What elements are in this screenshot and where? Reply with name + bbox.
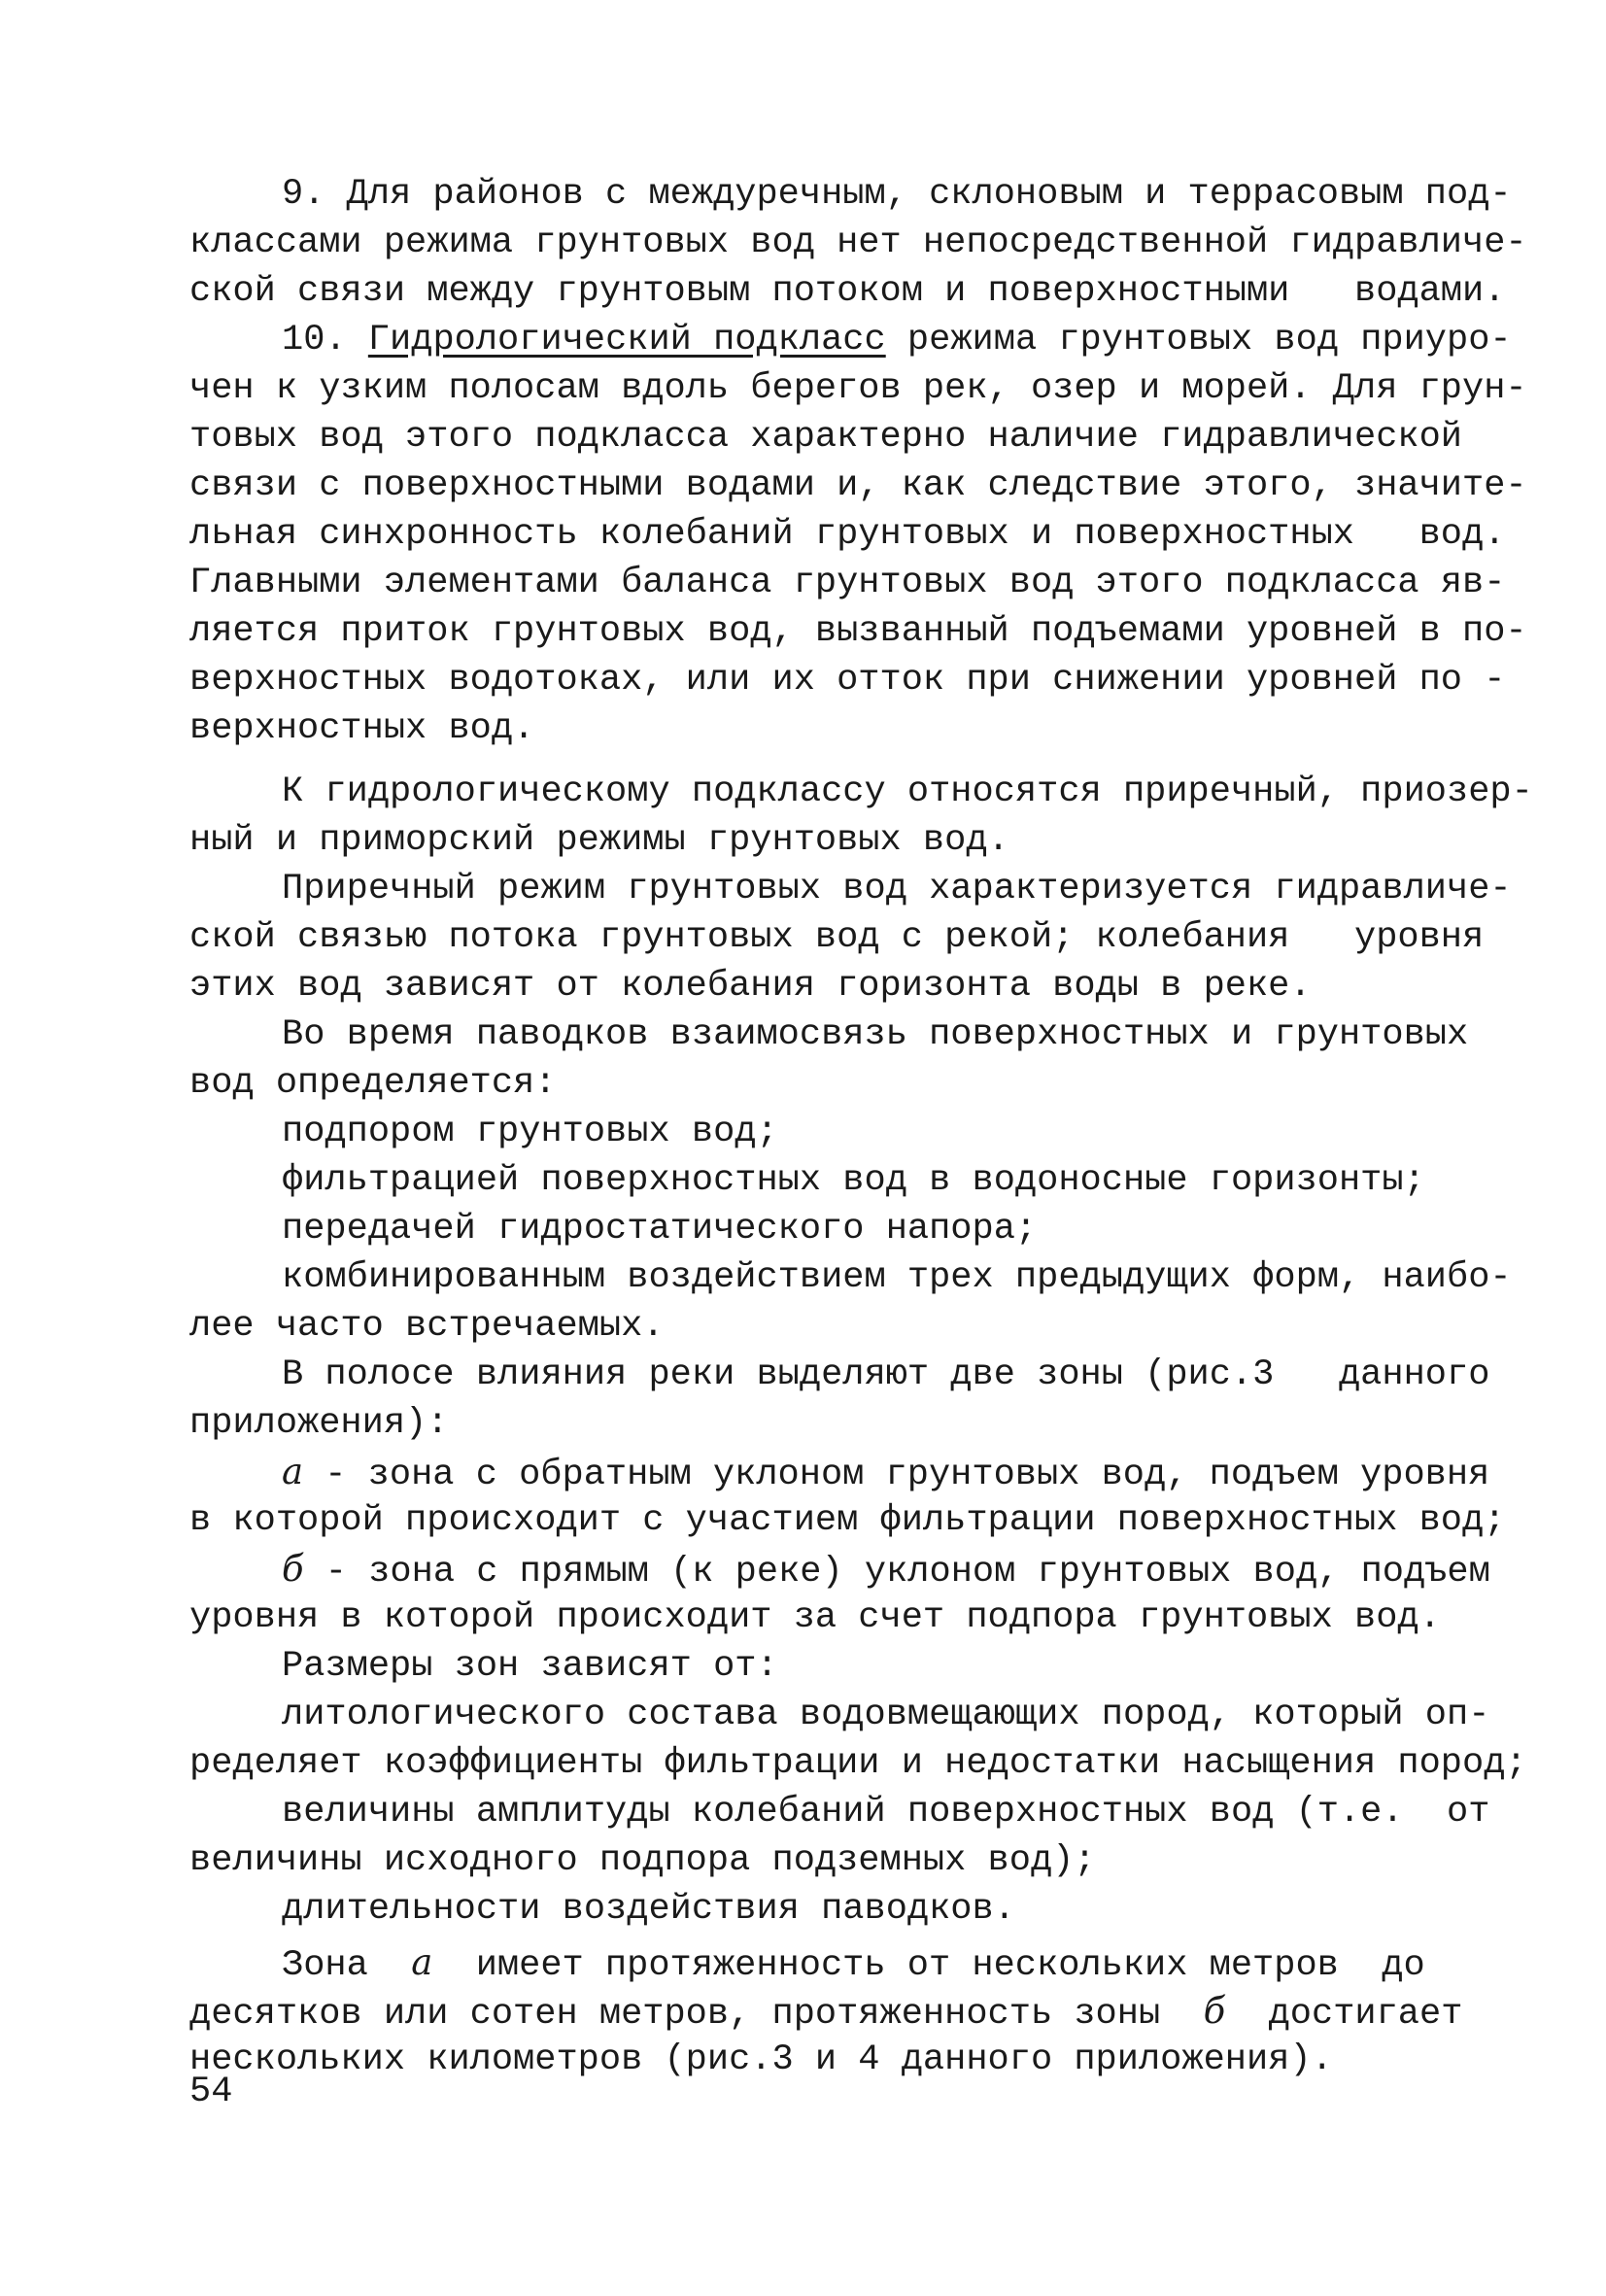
list-item-lithology-line-2: ределяет коэффициенты фильтрации и недостатки насыщения пород;: [189, 1743, 1527, 1784]
paragraph-10-line-1: [282, 316, 1512, 364]
paragraph-10-number: 10.: [282, 320, 368, 360]
list-item-amplitude-line-1: величины амплитуды колебаний поверхностных вод (т.е. от: [282, 1792, 1490, 1833]
list-item-backwater: подпором грунтовых вод;: [282, 1112, 778, 1152]
paragraph-riverine-line-3: этих вод зависят от колебания горизонта воды в реке.: [189, 966, 1312, 1007]
paragraph-riverine-line-1: Приречный режим грунтовых вод характеризуется гидравличе-: [282, 869, 1512, 909]
extent-text-a: Зона: [282, 1945, 412, 1986]
paragraph-zones-line-2: приложения):: [189, 1403, 449, 1444]
zone-b-letter: б: [282, 1548, 304, 1590]
paragraph-subclass-line-1: К гидрологическому подклассу относятся приречный, приозер-: [282, 771, 1533, 812]
paragraph-10-line-1-rest: режима грунтовых вод приуро-: [885, 320, 1512, 360]
paragraph-subclass-line-2: ный и приморский режимы грунтовых вод.: [189, 820, 1009, 861]
paragraph-10-line-6: Главными элементами баланса грунтовых вод этого подкласса яв-: [189, 563, 1506, 603]
extent-text-d: достигает: [1225, 1994, 1463, 2035]
paragraph-zones-line-1: В полосе влияния реки выделяют две зоны (рис.3 данного: [282, 1354, 1490, 1395]
zone-a-line-1: [282, 1448, 1489, 1496]
paragraph-zone-sizes: Размеры зон зависят от:: [282, 1646, 778, 1687]
paragraph-9-line-3: ской связи между грунтовым потоком и поверхностными водами.: [189, 271, 1506, 312]
paragraph-riverine-line-2: ской связью потока грунтовых вод с рекой; колебания уровня: [189, 917, 1485, 958]
paragraph-extent-line-1: [282, 1938, 1425, 1987]
list-item-duration: длительности воздействия паводков.: [282, 1889, 1015, 1930]
list-item-combined-line-1: комбинированным воздействием трех предыдущих форм, наибо-: [282, 1257, 1512, 1298]
paragraph-10-line-9: верхностных вод.: [189, 708, 535, 749]
paragraph-extent-line-3: нескольких километров (рис.3 и 4 данного приложения).: [189, 2039, 1333, 2080]
extent-zone-a-letter: а: [411, 1941, 433, 1983]
paragraph-10-line-7: ляется приток грунтовых вод, вызванный подъемами уровней в по-: [189, 611, 1527, 652]
zone-b-line-1-rest: - зона с прямым (к реке) уклоном грунтовых вод, подъем: [303, 1552, 1490, 1593]
extent-text-b: имеет протяженность от нескольких метров до: [432, 1945, 1425, 1986]
paragraph-10-line-8: верхностных водотоках, или их отток при снижении уровней по -: [189, 660, 1506, 701]
paragraph-extent-line-2: [189, 1987, 1462, 2036]
zone-b-line-2: уровня в которой происходит за счет подпора грунтовых вод.: [189, 1597, 1441, 1638]
list-item-filtration: фильтрацией поверхностных вод в водоносные горизонты;: [282, 1160, 1425, 1201]
zone-a-line-1-rest: - зона с обратным уклоном грунтовых вод, подъем уровня: [303, 1455, 1490, 1495]
paragraph-9-line-1: 9. Для районов с междуречным, склоновым и террасовым под-: [282, 174, 1512, 215]
page-number: 54: [189, 2072, 233, 2112]
paragraph-10-line-4: связи с поверхностными водами и, как следствие этого, значите-: [189, 465, 1527, 506]
zone-a-letter: а: [282, 1451, 304, 1492]
list-item-lithology-line-1: литологического состава водовмещающих пород, который оп-: [282, 1695, 1490, 1735]
list-item-hydrostatic-pressure: передачей гидростатического напора;: [282, 1209, 1038, 1250]
zone-a-line-2: в которой происходит с участием фильтрации поверхностных вод;: [189, 1500, 1506, 1541]
extent-zone-b-letter: б: [1203, 1990, 1226, 2032]
paragraph-floods-line-2: вод определяется:: [189, 1063, 557, 1104]
extent-text-c: десятков или сотен метров, протяженность зоны: [189, 1994, 1204, 2035]
paragraph-10-line-2: чен к узким полосам вдоль берегов рек, озер и морей. Для грун-: [189, 368, 1527, 409]
zone-b-line-1: [282, 1545, 1490, 1593]
paragraph-10-line-5: льная синхронность колебаний грунтовых и поверхностных вод.: [189, 514, 1506, 555]
paragraph-floods-line-1: Во время паводков взаимосвязь поверхностных и грунтовых: [282, 1014, 1469, 1055]
list-item-amplitude-line-2: величины исходного подпора подземных вод);: [189, 1840, 1096, 1881]
term-hydrological-subclass: Гидрологический подкласс: [367, 320, 886, 360]
list-item-combined-line-2: лее часто встречаемых.: [189, 1306, 665, 1347]
paragraph-10-line-3: товых вод этого подкласса характерно наличие гидравлической: [189, 417, 1463, 458]
paragraph-9-line-2: классами режима грунтовых вод нет непосредственной гидравличе-: [189, 223, 1527, 263]
